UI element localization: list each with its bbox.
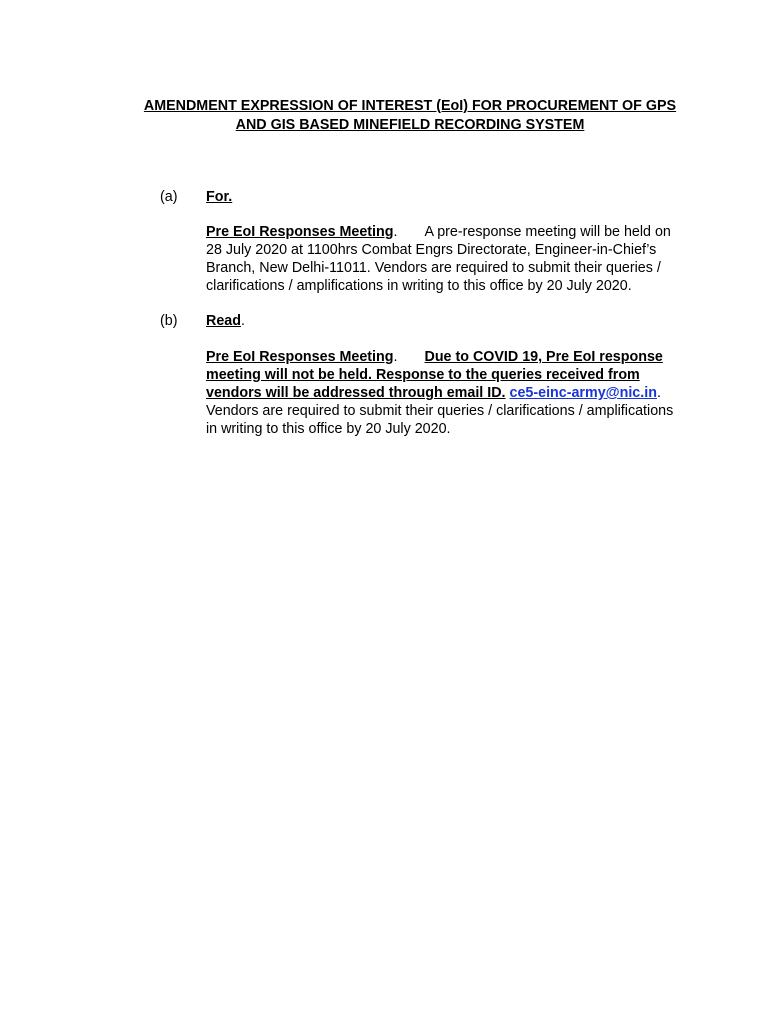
section-a-marker: (a)	[160, 189, 178, 205]
section-b-marker: (b)	[160, 313, 178, 329]
section-a-text-1: A pre-response meeting will be held on	[424, 224, 671, 240]
section-a-line-2: 28 July 2020 at 1100hrs Combat Engrs Directorate, Engineer-in-Chief’s	[206, 242, 657, 258]
section-a-line-3: Branch, New Delhi-11011. Vendors are required to submit their queries /	[206, 260, 661, 276]
section-b-paragraph	[206, 348, 711, 438]
section-b-bold-line-2: meeting will not be held. Response to the queries received from	[206, 367, 640, 383]
section-b-line-1	[206, 348, 711, 366]
section-b-line-5: in writing to this office by 20 July 2020.	[206, 421, 451, 437]
email-link[interactable]: ce5-einc-army@nic.in	[509, 385, 657, 401]
section-a-paragraph	[206, 223, 711, 295]
section-b-email-suffix: .	[656, 385, 661, 401]
section-b-line-4: Vendors are required to submit their queries / clarifications / amplifications	[206, 403, 674, 419]
document-title	[110, 97, 710, 135]
section-b-lead-suffix: .	[393, 349, 398, 365]
section-a-line-4: clarifications / amplifications in writing to this office by 20 July 2020.	[206, 278, 632, 294]
section-b-heading-suffix: .	[240, 313, 245, 329]
section-b-bold-line-1: Due to COVID 19, Pre EoI response	[424, 349, 663, 365]
section-b-line-2	[206, 366, 711, 384]
section-b-line-3	[206, 384, 711, 402]
section-b-bold-line-3: vendors will be addressed through email ID.	[206, 385, 506, 401]
section-a-line-1	[206, 223, 711, 241]
section-a-heading	[206, 188, 232, 206]
section-a-lead: Pre EoI Responses Meeting	[206, 224, 394, 240]
section-b-heading	[206, 312, 245, 330]
section-b-heading-text: Read	[206, 313, 241, 329]
section-a-heading-text: For.	[206, 189, 233, 205]
document-title-line-2: AND GIS BASED MINEFIELD RECORDING SYSTEM	[235, 117, 585, 133]
section-a-lead-suffix: .	[393, 224, 398, 240]
document-title-line-1: AMENDMENT EXPRESSION OF INTEREST (EoI) FOR PROCUREMENT OF GPS	[143, 98, 677, 114]
section-b-lead: Pre EoI Responses Meeting	[206, 349, 394, 365]
